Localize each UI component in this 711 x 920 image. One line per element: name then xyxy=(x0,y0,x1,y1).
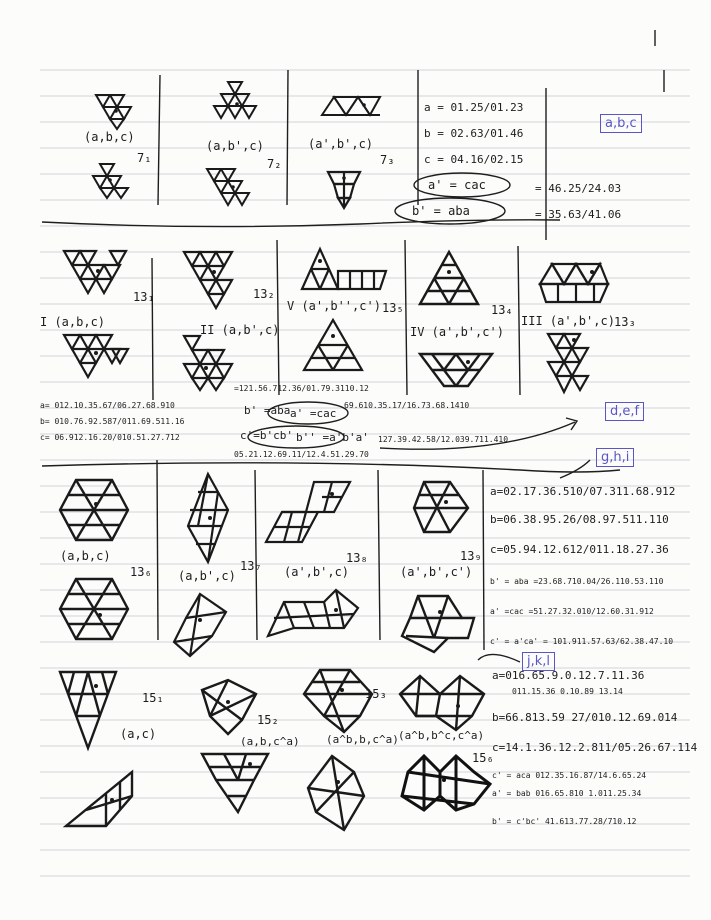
tri-shape-13-3b xyxy=(544,330,596,398)
tri-shape-13-9a xyxy=(410,478,472,536)
tri-shape-13-4b xyxy=(416,350,496,390)
tri-shape-15-1a xyxy=(56,668,120,752)
eq-mid-top: =121.56.712.36/01.79.3110.12 xyxy=(234,384,369,393)
shape-code-13-4: 13₄ xyxy=(491,303,513,317)
eq-mid-c: c= 06.912.16.20/010.51.27.712 xyxy=(40,433,180,442)
tri-shape-13-5a xyxy=(298,245,390,293)
shape-code-13-8: 13₈ xyxy=(346,551,368,565)
shape-label-13-3: III (a',b',c) xyxy=(521,314,615,328)
tri-shape-13-3a xyxy=(536,256,612,306)
tri-shape-15-3a xyxy=(300,666,376,736)
shape-code-15-1: 15₁ xyxy=(142,691,164,705)
tri-shape-15-4a xyxy=(396,672,488,734)
shape-code-13-1: 13₁ xyxy=(133,290,155,304)
shape-label-7-1: (a,b,c) xyxy=(84,130,135,144)
eq-bottom-c: c=14.1.36.12.2.811/05.26.67.114 xyxy=(492,741,698,754)
shape-label-13-2: II (a,b',c) xyxy=(200,323,280,337)
tri-shape-13-2a xyxy=(180,248,244,318)
hex-shape-13-6b xyxy=(56,575,132,643)
eq-mid-a-prime-value: 69.610.35.17/16.73.68.1410 xyxy=(344,401,470,410)
eq-bottom-b-prime: b' = c'bc' 41.613.77.28/710.12 xyxy=(492,817,637,826)
eq-mid-b-double: b'' =a'b'a' xyxy=(296,431,369,444)
eq-mid-b: b= 010.76.92.587/011.69.511.16 xyxy=(40,417,185,426)
eq-top-a: a = 01.25/01.23 xyxy=(424,101,524,114)
shape-label-15-2: (a,b,c^a) xyxy=(240,735,300,748)
eq-bottom-a-cont: 011.15.36 0.10.89 13.14 xyxy=(512,687,623,696)
tri-shape-7-2a xyxy=(208,80,258,122)
shape-code-13-5: 13₅ xyxy=(382,301,404,315)
tri-shape-15-3b xyxy=(304,752,368,834)
tri-shape-7-3a xyxy=(320,95,382,119)
eq-mid-a: a= 012.10.35.67/06.27.68.910 xyxy=(40,401,175,410)
tri-shape-13-4a xyxy=(416,248,482,308)
eq-top-b: b = 02.63/01.46 xyxy=(424,127,524,140)
eq-low-c-prime: c' = a'ca' = 101.911.57.63/62.38.47.10 xyxy=(490,637,674,646)
eq-top-result-2: = 35.63/41.06 xyxy=(535,208,622,221)
eq-top-result-1: = 46.25/24.03 xyxy=(535,182,622,195)
tri-shape-7-1a xyxy=(92,85,136,129)
eq-low-a-prime: a' =cac =51.27.32.010/12.60.31.912 xyxy=(490,607,654,616)
shape-code-13-7: 13₇ xyxy=(240,559,262,573)
eq-bottom-c-prime: c' = aca 012.35.16.87/14.6.65.24 xyxy=(492,771,647,780)
shape-code-13-9: 13₉ xyxy=(460,549,482,563)
shape-label-15-4: (a^b,b^c,c^a) xyxy=(398,729,485,742)
shape-label-13-6: (a,b,c) xyxy=(60,549,111,563)
shape-code-7-2: 7₂ xyxy=(267,157,282,171)
tri-shape-13-9b xyxy=(398,592,478,656)
group-box-jkl: j,k,l xyxy=(522,652,555,671)
tri-shape-15-1b xyxy=(62,768,136,830)
tri-shape-7-3b xyxy=(326,170,362,210)
shape-code-13-6: 13₆ xyxy=(130,565,152,579)
tri-shape-13-7a xyxy=(182,470,234,566)
eq-top-b-prime: b' = aba xyxy=(412,204,470,218)
shape-code-15-3: 15₃ xyxy=(365,687,387,701)
group-box-def: d,e,f xyxy=(605,402,644,421)
tri-shape-13-1b xyxy=(60,325,134,383)
eq-low-b: b=06.38.95.26/08.97.511.110 xyxy=(490,513,669,526)
tri-shape-15-2b xyxy=(198,750,272,816)
eq-top-a-prime: a' = cac xyxy=(428,178,486,192)
eq-mid-c-prime-value: 05.21.12.69.11/12.4.51.29.70 xyxy=(234,450,369,459)
shape-label-13-1: I (a,b,c) xyxy=(40,315,106,329)
tri-shape-13-8b xyxy=(264,588,362,640)
group-box-abc: a,b,c xyxy=(600,114,642,133)
eq-mid-b-double-value: 127.39.42.58/12.039.711.410 xyxy=(378,435,509,444)
tri-shape-13-7b xyxy=(170,590,230,660)
eq-mid-a-prime: a' =cac xyxy=(290,407,337,420)
shape-label-15-3: (a^b,b,c^a) xyxy=(326,733,399,746)
shape-code-13-2: 13₂ xyxy=(253,287,275,301)
eq-mid-b-prime: b' =aba xyxy=(244,404,291,417)
eq-mid-c-prime: c'=b'cb' xyxy=(240,429,293,442)
shape-label-7-2: (a,b',c) xyxy=(206,139,264,153)
eq-low-b-prime: b' = aba =23.68.710.04/26.110.53.110 xyxy=(490,577,664,586)
tri-shape-13-2b xyxy=(180,332,240,394)
group-box-ghi: g,h,i xyxy=(596,448,634,467)
shape-code-7-1: 7₁ xyxy=(137,151,152,165)
shape-code-7-3: 7₃ xyxy=(380,153,395,167)
eq-low-a: a=02.17.36.510/07.311.68.912 xyxy=(490,485,676,498)
tri-shape-15-2a xyxy=(198,676,260,738)
shape-label-13-9: (a',b',c') xyxy=(400,565,473,579)
tri-shape-13-8a xyxy=(262,478,358,556)
tri-shape-13-1a xyxy=(60,243,134,299)
tri-shape-7-1b xyxy=(90,160,134,200)
hex-shape-13-6a xyxy=(56,476,132,544)
shape-label-13-7: (a,b',c) xyxy=(178,569,236,583)
eq-top-c: c = 04.16/02.15 xyxy=(424,153,524,166)
shape-code-15-6: 15₆ xyxy=(472,751,494,765)
eq-bottom-b: b=66.813.59 27/010.12.69.014 xyxy=(492,711,678,724)
shape-label-15-1: (a,c) xyxy=(120,727,157,741)
tri-shape-7-2b xyxy=(205,165,253,207)
shape-label-7-3: (a',b',c) xyxy=(308,137,374,151)
shape-code-13-3: 13₃ xyxy=(614,315,636,329)
shape-code-15-2: 15₂ xyxy=(257,713,279,727)
tri-shape-13-5b xyxy=(300,316,366,374)
eq-bottom-a: a=016.65.9.0.12.7.11.36 xyxy=(492,669,645,682)
shape-label-13-8: (a',b',c) xyxy=(284,565,350,579)
eq-bottom-a-prime: a' = bab 016.65.810 1.011.25.34 xyxy=(492,789,642,798)
shape-label-13-5: V (a',b'',c') xyxy=(287,299,381,313)
eq-low-c: c=05.94.12.612/011.18.27.36 xyxy=(490,543,669,556)
shape-label-13-4: IV (a',b',c') xyxy=(410,325,504,339)
